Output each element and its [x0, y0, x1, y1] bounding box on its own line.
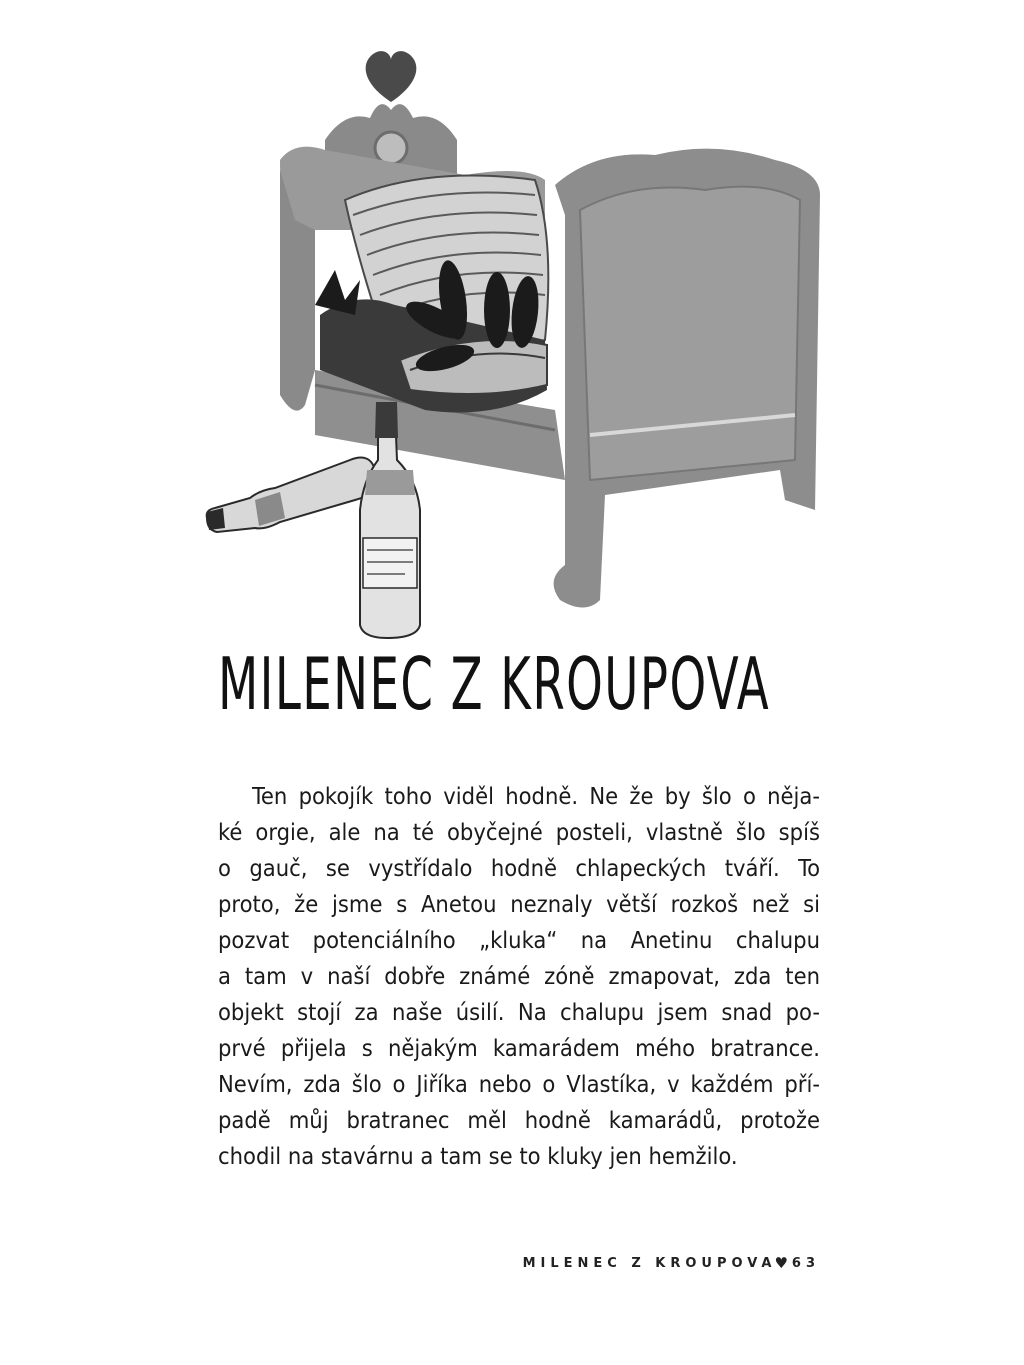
paragraph-line: Ten pokojík toho viděl hodně. Ne že by šlo o něja- [252, 782, 820, 810]
paragraph-line: proto, že jsme s Anetou neznaly větší rozkoš než si [218, 890, 820, 918]
paragraph-line: objekt stojí za naše úsilí. Na chalupu jsem snad po- [218, 998, 820, 1026]
paragraph-line: padě můj bratranec měl hodně kamarádů, protože [218, 1106, 820, 1134]
heart-icon: ♥ [774, 1254, 788, 1272]
paragraph-line: Nevím, zda šlo o Jiříka nebo o Vlastíka, v každém pří- [218, 1070, 820, 1098]
paragraph-line: pozvat potenciálního „kluka“ na Anetinu chalupu [218, 926, 820, 954]
body-paragraph [218, 778, 820, 1174]
bed-illustration [195, 40, 835, 640]
running-footer [523, 1254, 820, 1272]
paragraph-line: o gauč, se vystřídalo hodně chlapeckých tváří. To [218, 854, 820, 882]
page-number: 63 [791, 1255, 820, 1271]
champagne-bottle-icon [207, 402, 420, 638]
footer-title: MILENEC Z KROUPOVA [522, 1255, 777, 1271]
chapter-title: MILENEC Z KROUPOVA [218, 642, 771, 726]
paragraph-line: prvé přijela s nějakým kamarádem mého bratrance. [218, 1034, 820, 1062]
heart-icon [366, 51, 417, 102]
paragraph-line: a tam v naší dobře známé zóně zmapovat, zda ten [218, 962, 820, 990]
paragraph-line: ké orgie, ale na té obyčejné posteli, vlastně šlo spíš [218, 818, 820, 846]
paragraph-line: chodil na stavárnu a tam se to kluky jen hemžilo. [218, 1142, 738, 1170]
